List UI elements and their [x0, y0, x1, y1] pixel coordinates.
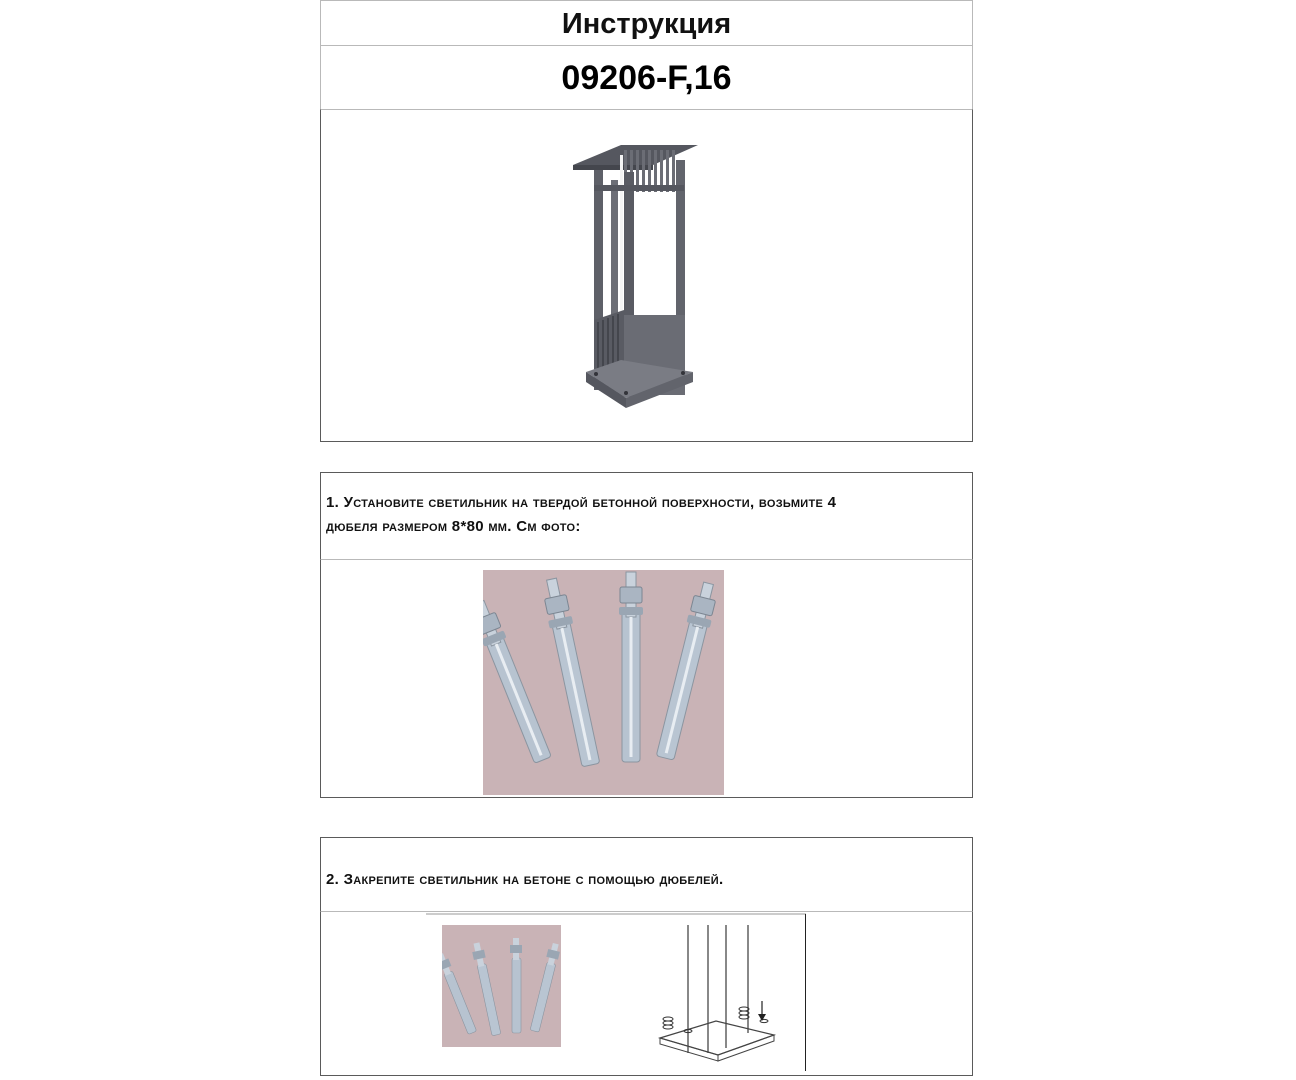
product-image-row — [320, 109, 973, 442]
step-2-text-row — [320, 837, 973, 912]
model-code-row — [320, 45, 973, 110]
step-2-image-row — [320, 911, 973, 1076]
model-code: 09206-F,16 — [561, 59, 732, 97]
instruction-sheet — [320, 0, 975, 1080]
step-1-image-row — [320, 559, 973, 798]
anchor-bolts-photo — [483, 570, 724, 795]
step-1-text — [326, 491, 971, 539]
step-2-text — [326, 868, 971, 892]
mounting-diagram — [426, 913, 806, 1073]
step-2-line-1: 2. Закрепите светильник на бетоне с помощью дюбелей. — [326, 871, 724, 888]
step-1-text-row — [320, 472, 973, 560]
step-1-line-1: 1. Установите светильник на твердой бетонной поверхности, возьмите 4 — [326, 494, 837, 511]
page-title: Инструкция — [561, 8, 732, 40]
step-1-line-2: дюбеля размером 8*80 мм. См фото: — [326, 518, 581, 535]
bollard-lamp-image — [321, 110, 974, 443]
title-row — [320, 0, 973, 46]
